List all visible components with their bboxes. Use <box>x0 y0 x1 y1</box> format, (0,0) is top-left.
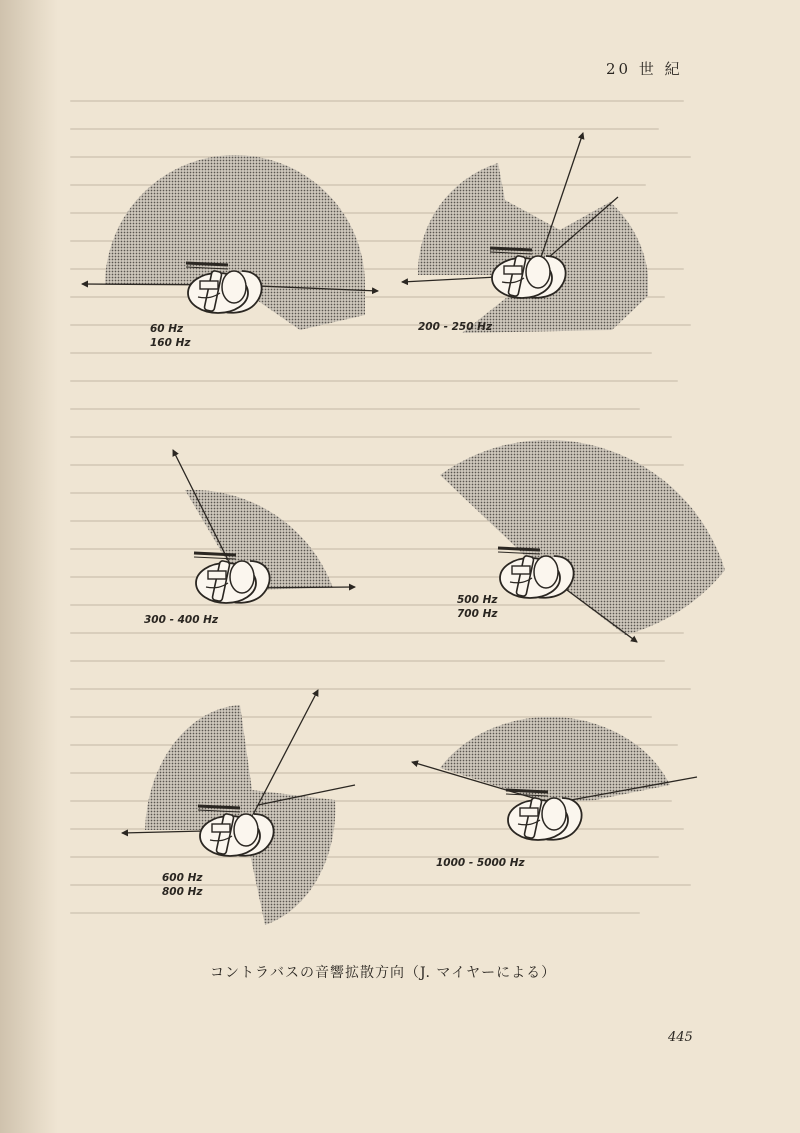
chapter-heading: 20 世 紀 <box>606 60 683 78</box>
page-number: 445 <box>668 1030 693 1045</box>
freq-label-600-800hz: 600 Hz 800 Hz <box>162 872 203 898</box>
radiation-diagram-1000-5000hz <box>412 717 697 840</box>
radiation-diagram-600-800hz <box>122 690 355 925</box>
freq-label-300-400hz: 300 - 400 Hz <box>144 614 219 626</box>
radiation-diagram-300-400hz <box>173 450 355 603</box>
freq-label-60-160hz: 60 Hz 160 Hz <box>150 323 191 349</box>
freq-label-1000-5000hz: 1000 - 5000 Hz <box>436 857 525 869</box>
radiation-diagram-200-250hz <box>402 133 648 333</box>
figure-caption: コントラバスの音響拡散方向（J. マイヤーによる） <box>210 965 557 981</box>
freq-label-200-250hz: 200 - 250 Hz <box>418 321 493 333</box>
radiation-diagram-60-160hz <box>82 155 378 330</box>
freq-label-500-700hz: 500 Hz 700 Hz <box>457 594 498 620</box>
